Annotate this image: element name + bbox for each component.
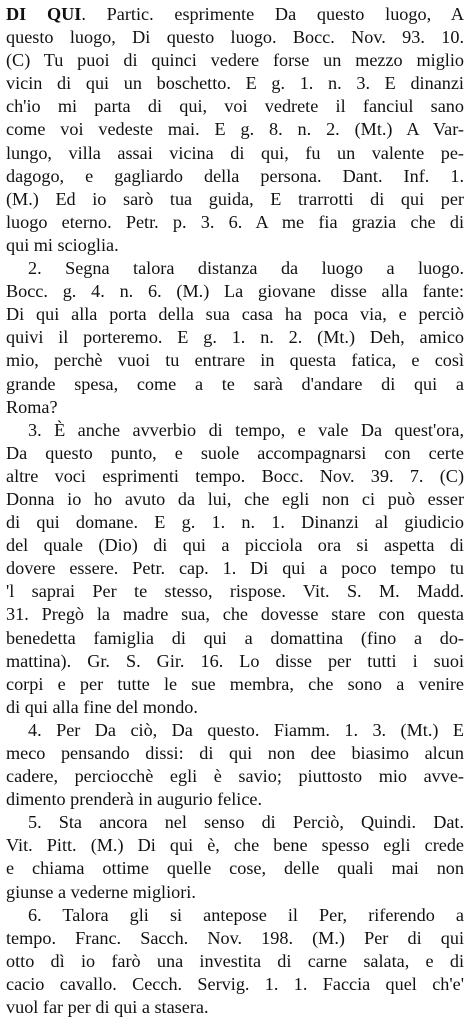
text-line — [6, 580, 464, 603]
text-line — [6, 396, 464, 419]
text-line — [6, 534, 464, 557]
line-text: ch'io mi parta di qui, voi vedrete il fanciul sano — [6, 96, 464, 117]
text-line — [6, 257, 464, 280]
text-line — [6, 373, 464, 396]
text-line — [6, 950, 464, 973]
line-text: Roma? — [6, 396, 58, 417]
text-line — [6, 26, 464, 49]
text-line — [6, 72, 464, 95]
text-line — [6, 927, 464, 950]
text-line — [6, 280, 464, 303]
line-text: di qui domane. E g. 1. n. 1. Dinanzi al giudicio — [6, 512, 464, 533]
line-text: dovere essere. Petr. cap. 1. Di qui a poco tempo tu — [6, 558, 464, 579]
text-line — [6, 211, 464, 234]
text-line — [6, 557, 464, 580]
line-text: 5. Sta ancora nel senso di Perciò, Quindi. Dat. — [28, 812, 464, 833]
text-line — [6, 650, 464, 673]
line-text: lungo, villa assai vicina di qui, fu un valente pe- — [6, 142, 464, 163]
line-text: 3. È anche avverbio di tempo, e vale Da quest'ora, — [28, 419, 464, 440]
text-line — [6, 811, 464, 834]
line-text: altre voci esprimenti tempo. Bocc. Nov. 39. 7. (C) — [6, 465, 464, 486]
line-text: corpi e per tutte le sue membra, che sono a venire — [6, 673, 464, 694]
line-text: Di qui alla porta della sua casa ha poca via, e perciò — [6, 304, 464, 325]
line-text: di qui alla fine del mondo. — [6, 696, 198, 717]
text-line — [6, 973, 464, 996]
text-line — [6, 742, 464, 765]
line-text: del quale (Dio) di qui a picciola ora si aspetta di — [6, 535, 464, 556]
text-line — [6, 627, 464, 650]
text-line — [6, 719, 464, 742]
line-text: . Partic. esprimente Da questo luogo, A — [81, 4, 464, 24]
line-text: quivi il porteremo. E g. 1. n. 2. (Mt.) Deh, amico — [6, 327, 464, 348]
text-line — [6, 95, 464, 118]
line-text: benedetta famiglia di qui a domattina (fino a do- — [6, 627, 464, 648]
text-line — [6, 765, 464, 788]
text-line — [6, 234, 464, 257]
line-text: 6. Talora gli si antepose il Per, riferendo a — [28, 904, 464, 925]
text-line — [6, 603, 464, 626]
text-line — [6, 118, 464, 141]
text-line — [6, 419, 464, 442]
text-line — [6, 511, 464, 534]
text-line — [6, 442, 464, 465]
text-line — [6, 49, 464, 72]
text-line — [6, 881, 464, 904]
line-text: 31. Pregò la madre sua, che dovesse stare con questa — [6, 604, 464, 625]
line-text: tempo. Franc. Sacch. Nov. 198. (M.) Per di qui — [6, 927, 464, 948]
line-text: mio, perchè vuoi tu entrare in questa fatica, e così — [6, 350, 464, 371]
text-line — [6, 488, 464, 511]
line-text: (M.) Ed io sarò tua guida, E trarrotti di qui per — [6, 188, 464, 209]
line-text: qui mi sciogliа. — [6, 234, 119, 255]
text-line — [6, 465, 464, 488]
text-line — [6, 142, 464, 165]
line-text: 4. Per Da ciò, Da questo. Fiamm. 1. 3. (Mt.) E — [28, 719, 464, 740]
line-text: (C) Tu puoi di quinci vedere forse un mezzo miglio — [6, 50, 464, 71]
text-line — [6, 857, 464, 880]
line-text: e chiama ottime quelle cose, delle quali mai non — [6, 858, 464, 879]
text-line — [6, 996, 464, 1019]
line-text: Da questo punto, e suole accompagnarsi con certe — [6, 442, 464, 463]
line-text: Bocc. g. 4. n. 6. (M.) La giovane disse alla fante: — [6, 281, 464, 302]
line-text: otto dì io farò una investita di carne salata, e di — [6, 950, 464, 971]
text-line — [6, 326, 464, 349]
text-line — [6, 834, 464, 857]
text-line — [6, 696, 464, 719]
line-text: 2. Segna talora distanza da luogo a luogo. — [28, 258, 464, 279]
line-text: 'l saprai Per te stesso, rispose. Vit. S. M. Madd. — [6, 581, 464, 602]
line-text: meco pensando dissi: di qui non dee biasimo alcun — [6, 743, 464, 763]
line-text: vuol far per di qui a stasera. — [6, 997, 209, 1018]
line-text: cacio cavallo. Cecch. Servig. 1. 1. Faccia quel ch'e' — [6, 973, 464, 994]
text-line — [6, 673, 464, 696]
line-text: cadere, perciocchè egli è savio; piuttosto mio avve- — [6, 766, 464, 787]
line-text: dimento prenderà in augurio felice. — [6, 789, 263, 810]
line-text: grande spesa, come a te sarà d'andare di qui a — [6, 373, 464, 394]
line-text: Donna io ho avuto da lui, che egli non ci può esser — [6, 488, 464, 509]
text-line — [6, 3, 464, 26]
line-text: questo luogo, Di questo luogo. Bocc. Nov. 93. 10. — [6, 27, 464, 48]
line-text: mattina). Gr. S. Gir. 16. Lo disse per tutti i suoi — [6, 650, 464, 671]
text-line — [6, 188, 464, 211]
line-text: come voi vedeste mai. E g. 8. n. 2. (Mt.) A Var- — [6, 119, 464, 140]
line-text: vicin di qui un boschetto. E g. 1. n. 3. E dinanzi — [6, 73, 464, 94]
line-text: Vit. Pitt. (M.) Di qui è, che bene spesso egli crede — [6, 835, 464, 856]
text-line — [6, 904, 464, 927]
text-line — [6, 788, 464, 811]
line-text: luogo eterno. Petr. p. 3. 6. A me fia grazia che di — [6, 211, 464, 232]
text-line — [6, 303, 464, 326]
line-text: giunse a vederne migliori. — [6, 881, 196, 902]
line-text: dagogo, e gagliardo della persona. Dant. Inf. 1. — [6, 165, 464, 186]
text-line — [6, 349, 464, 372]
headword: DI QUI — [6, 4, 82, 24]
text-line — [6, 165, 464, 188]
